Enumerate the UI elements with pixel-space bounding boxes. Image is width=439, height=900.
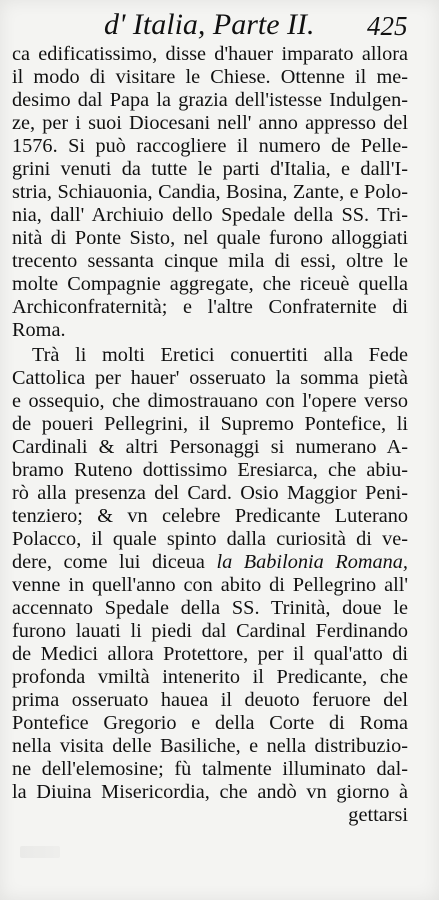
faint-stamp <box>20 846 60 858</box>
text-line: Polacco, il quale spinto dalla curiosità di ve- <box>12 528 408 550</box>
text-line: accennato Spedale della SS. Trinità, doue le <box>12 597 408 619</box>
text-line: Pontefice Gregorio e della Corte di Roma <box>12 712 408 734</box>
page-number: 425 <box>367 11 408 41</box>
text-line: rò alla presenza del Card. Osio Maggior Peni- <box>12 482 408 504</box>
text-line: profonda vmiltà intenerito il Predicante, che <box>12 666 408 688</box>
text-line: e ossequio, che dimostrauano con l'opere verso <box>12 390 408 412</box>
text-line: bramo Ruteno dottissimo Eresiarca, che abiu- <box>12 459 408 481</box>
text-line: de Medici allora Protettore, per il qual'atto di <box>12 643 408 665</box>
text-line: molte Compagnie aggregate, che riceuè quella <box>12 273 408 295</box>
text-line: ze, per i suoi Diocesani nell' anno appresso del <box>12 112 408 134</box>
catchword: gettarsi <box>348 804 408 826</box>
text-line: venne in quell'anno con abito di Pellegrino all' <box>12 574 408 596</box>
text-line: nella visita delle Basiliche, e nella distribuzio- <box>12 735 408 757</box>
text-line: il modo di visitare le Chiese. Ottenne il me- <box>12 66 408 88</box>
text-line: tenziero; & vn celebre Predicante Luterano <box>12 505 408 527</box>
body-text <box>0 43 439 888</box>
text-line: desimo dal Papa la grazia dell'istesse Indulgen- <box>12 89 408 111</box>
text-line-start: dere, come lui diceua <box>12 551 217 573</box>
text-line: nia, dall' Archiuio dello Spedale della SS. Tri- <box>12 204 408 226</box>
text-line: la Diuina Misericordia, che andò vn giorno à <box>12 781 408 803</box>
text-line: grini venuti da tutte le parti d'Italia, e dall'I- <box>12 158 408 180</box>
text-line: 1576. Si può raccogliere il numero de Pelle- <box>12 135 408 157</box>
text-line: Archiconfraternità; e l'altre Confraternite di <box>12 296 408 318</box>
text-line: ca edificatissimo, disse d'hauer imparato allora <box>12 43 408 65</box>
italic-phrase: la Babilonia Romana, <box>216 551 408 573</box>
text-line: nità di Ponte Sisto, nel quale furono alloggiati <box>12 227 408 249</box>
text-line: stria, Schiauonia, Candia, Bosina, Zante, e Polo- <box>12 181 408 203</box>
text-line: ne dell'elemosine; fù talmente illuminato dal- <box>12 758 408 780</box>
text-line: Roma. <box>12 319 66 341</box>
text-line: furono lauati li piedi dal Cardinal Ferdinando <box>12 620 408 642</box>
text-line: trecento sessanta cinque mila di essi, oltre le <box>12 250 408 272</box>
text-line-with-italic <box>12 551 408 575</box>
text-line: de poueri Pellegrini, il Supremo Pontefice, li <box>12 413 408 435</box>
text-line: prima osseruato hauea il deuoto feruore del <box>12 689 408 711</box>
text-line: Cardinali & altri Personaggi si numerano A- <box>12 436 408 458</box>
running-head: d' Italia, Parte II. <box>104 8 315 41</box>
text-line: Cattolica per hauer' osseruato la somma pietà <box>12 367 408 389</box>
text-line: Trà li molti Eretici conuertiti alla Fede <box>32 344 408 366</box>
page-header <box>0 4 439 44</box>
